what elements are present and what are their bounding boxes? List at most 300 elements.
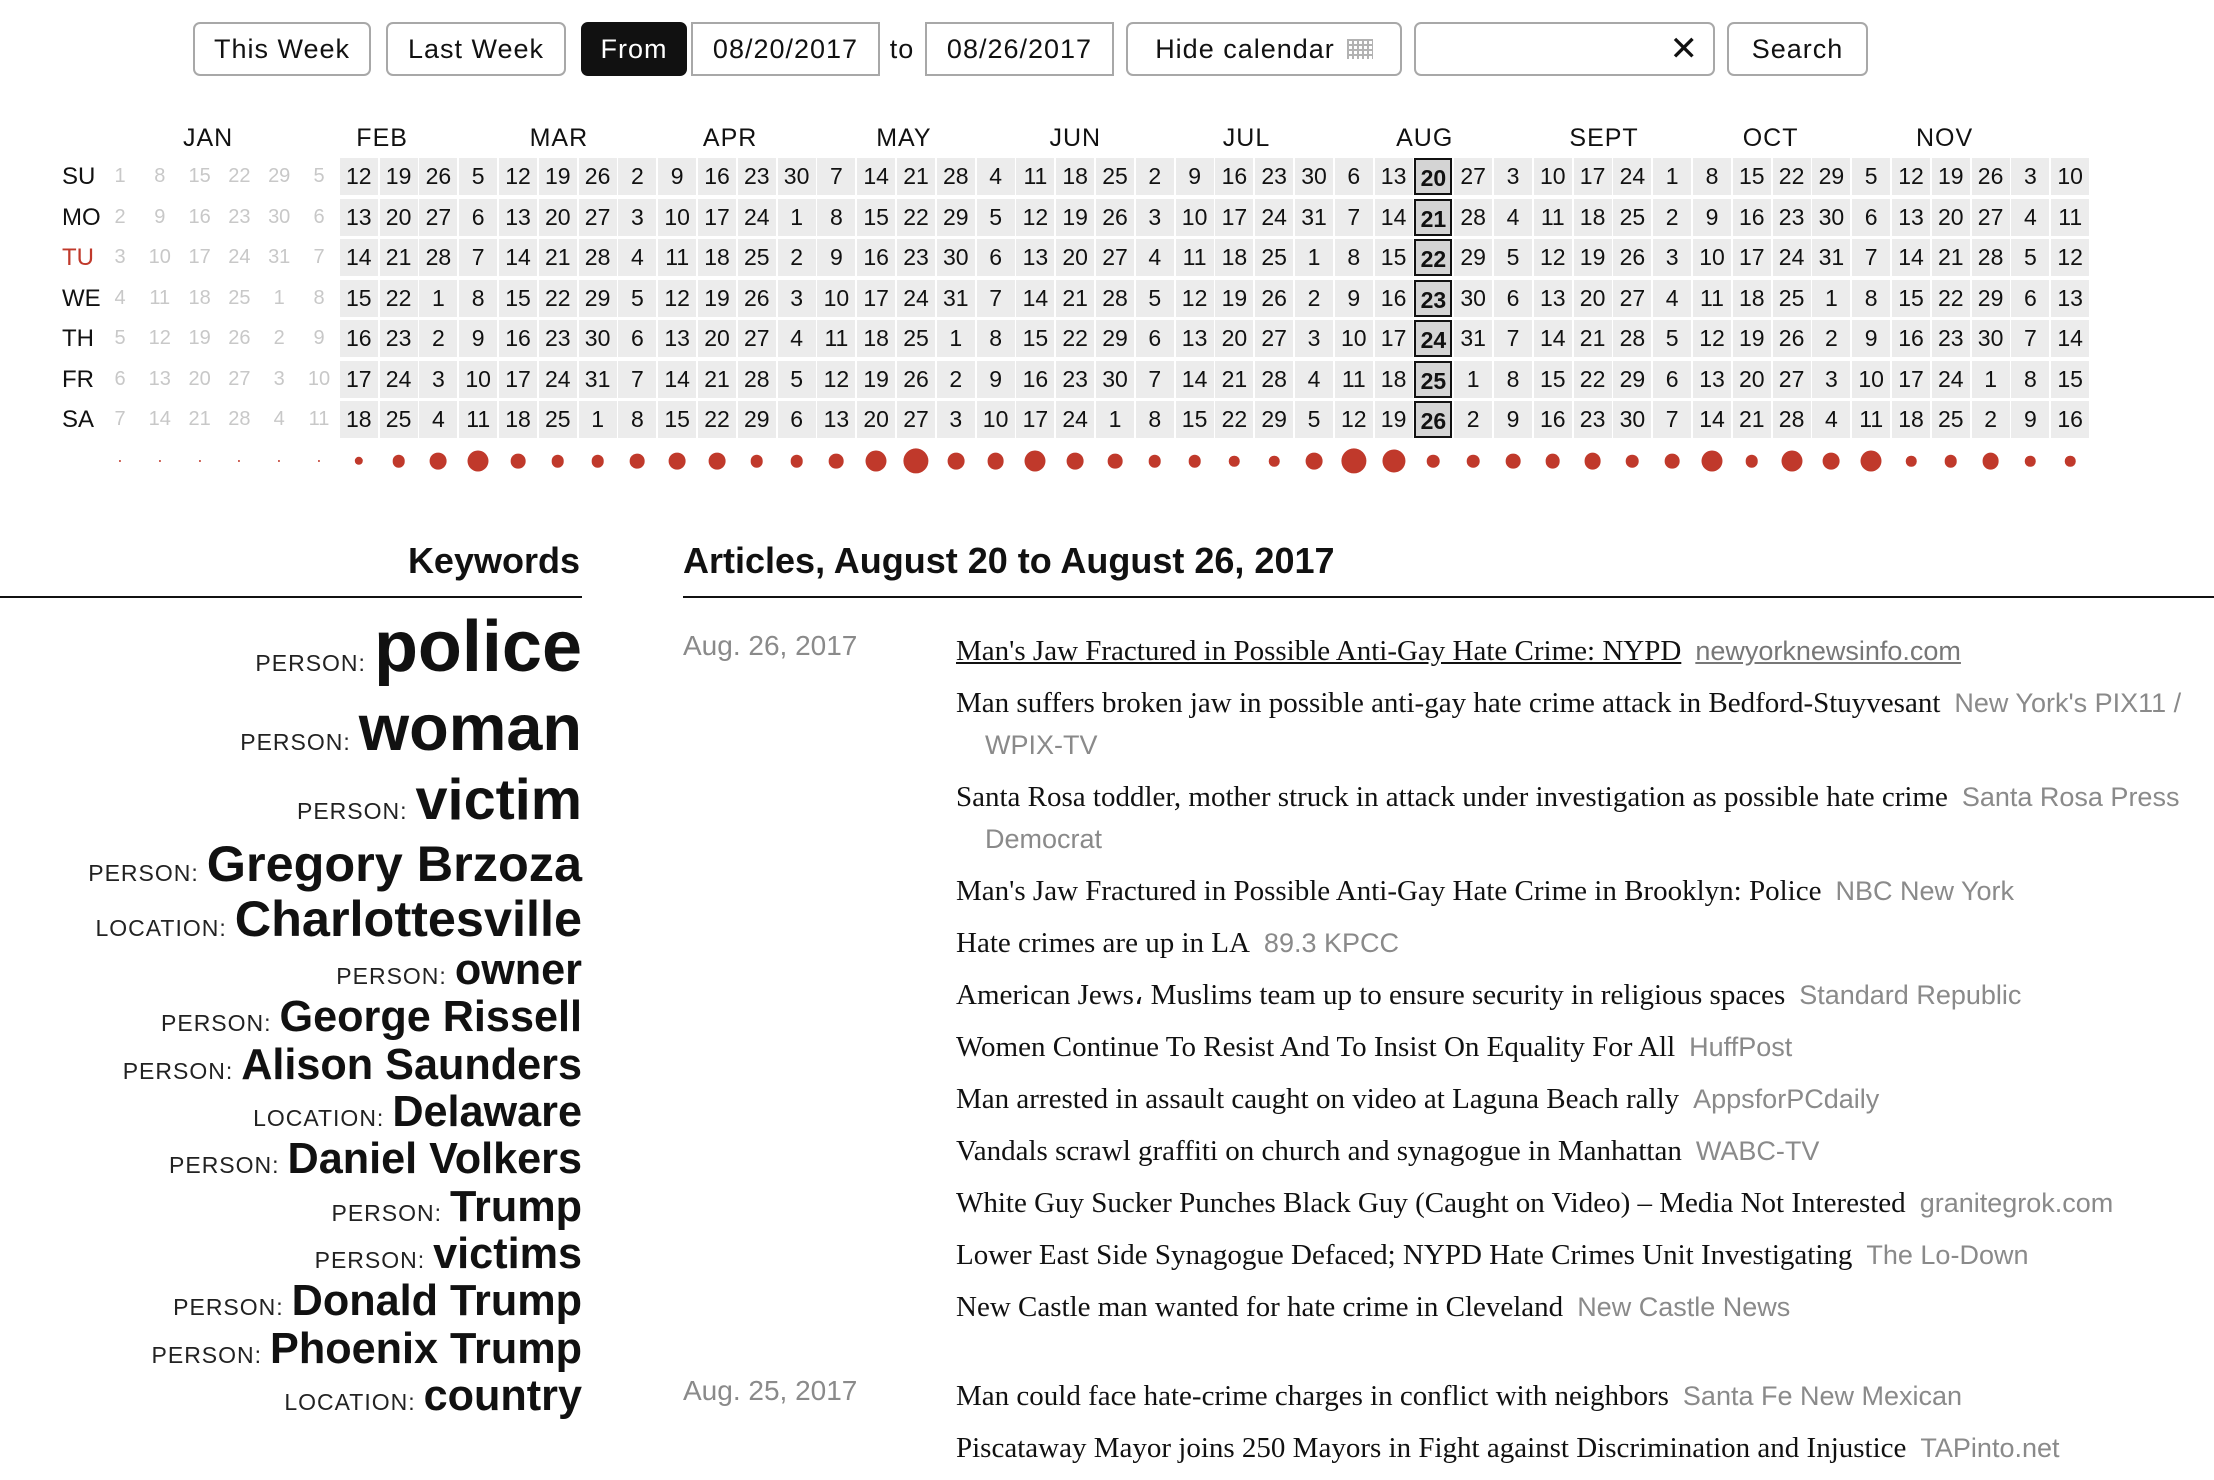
calendar-day[interactable]: 10 xyxy=(459,361,497,398)
calendar-day[interactable]: 20 xyxy=(539,199,577,236)
calendar-day[interactable]: 22 xyxy=(228,165,251,187)
calendar-day[interactable]: 28 xyxy=(937,158,975,195)
calendar-day[interactable]: 16 xyxy=(2051,401,2089,438)
calendar-day[interactable]: 24 xyxy=(1932,361,1970,398)
calendar-day[interactable]: 22 xyxy=(380,280,418,317)
calendar-day[interactable]: 17 xyxy=(499,361,537,398)
calendar-day[interactable]: 29 xyxy=(738,401,776,438)
calendar-day[interactable]: 14 xyxy=(1375,199,1413,236)
calendar-day[interactable]: 27 xyxy=(1454,158,1492,195)
calendar-day[interactable]: 7 xyxy=(2011,320,2049,357)
calendar-day[interactable]: 23 xyxy=(1932,320,1970,357)
week-volume-dot[interactable] xyxy=(1229,456,1240,467)
article-title-link[interactable]: Man's Jaw Fractured in Possible Anti-Gay Hate Crime: NYPD xyxy=(956,635,1682,667)
article-title-link[interactable]: New Castle man wanted for hate crime in Cleveland xyxy=(956,1291,1564,1323)
calendar-day[interactable]: 1 xyxy=(1653,158,1691,195)
calendar-day[interactable]: 29 xyxy=(937,199,975,236)
calendar-day[interactable]: 8 xyxy=(313,286,325,309)
calendar-day[interactable]: 23 xyxy=(380,320,418,357)
calendar-day[interactable]: 13 xyxy=(148,367,171,390)
calendar-day[interactable]: 14 xyxy=(1693,401,1731,438)
calendar-day[interactable]: 11 xyxy=(149,286,171,309)
calendar-day[interactable]: 28 xyxy=(1613,320,1651,357)
calendar-day[interactable]: 11 xyxy=(308,408,330,430)
calendar-day[interactable]: 24 xyxy=(228,246,251,268)
calendar-day[interactable]: 21 xyxy=(539,239,577,276)
calendar-day[interactable]: 5 xyxy=(1295,401,1333,438)
calendar-day[interactable]: 14 xyxy=(148,408,171,430)
week-volume-dot[interactable] xyxy=(278,460,280,462)
calendar-day[interactable]: 30 xyxy=(1812,199,1850,236)
week-volume-dot[interactable] xyxy=(1506,454,1521,469)
calendar-day[interactable]: 13 xyxy=(499,199,537,236)
calendar-day[interactable]: 21 xyxy=(1574,320,1612,357)
calendar-day[interactable]: 4 xyxy=(2011,199,2049,236)
calendar-day[interactable]: 18 xyxy=(1056,158,1094,195)
article-source[interactable]: WABC-TV xyxy=(1695,1136,1820,1166)
calendar-day[interactable]: 13 xyxy=(817,401,855,438)
calendar-day[interactable]: 2 xyxy=(778,239,816,276)
calendar-day[interactable]: 17 xyxy=(1016,401,1054,438)
calendar-day[interactable]: 22 xyxy=(1932,280,1970,317)
calendar-day[interactable]: 29 xyxy=(1255,401,1293,438)
calendar-day[interactable]: 7 xyxy=(313,246,325,268)
calendar-day[interactable]: 27 xyxy=(897,401,935,438)
calendar-day[interactable]: 7 xyxy=(1494,320,1532,357)
calendar-day[interactable]: 28 xyxy=(228,408,251,430)
week-volume-dot[interactable] xyxy=(591,455,604,468)
calendar-day[interactable]: 23 xyxy=(738,158,776,195)
calendar-day[interactable]: 15 xyxy=(1016,320,1054,357)
article-title-link[interactable]: White Guy Sucker Punches Black Guy (Caught on Video) – Media Not Interested xyxy=(956,1187,1906,1219)
calendar-day[interactable]: 26 xyxy=(1972,158,2010,195)
article-title-link[interactable]: Women Continue To Resist And To Insist On Equality For All xyxy=(956,1031,1676,1063)
calendar-day[interactable]: 15 xyxy=(1176,401,1214,438)
week-volume-dot[interactable] xyxy=(1982,453,1999,470)
article-source[interactable]: The Lo-Down xyxy=(1866,1240,2029,1270)
calendar-day[interactable]: 20 xyxy=(380,199,418,236)
search-button[interactable]: Search xyxy=(1727,22,1868,76)
week-volume-dot[interactable] xyxy=(392,455,405,468)
week-volume-dot[interactable] xyxy=(355,457,363,465)
calendar-day[interactable]: 13 xyxy=(1176,320,1214,357)
calendar-day[interactable]: 11 xyxy=(817,320,855,357)
calendar-day[interactable]: 25 xyxy=(1414,361,1452,398)
calendar-day[interactable]: 4 xyxy=(1136,239,1174,276)
keyword-item[interactable] xyxy=(0,1137,582,1182)
calendar-day[interactable]: 30 xyxy=(1295,158,1333,195)
calendar-day[interactable]: 23 xyxy=(1056,361,1094,398)
calendar-day[interactable]: 7 xyxy=(1653,401,1691,438)
calendar-day[interactable]: 30 xyxy=(268,205,291,228)
calendar-day[interactable]: 17 xyxy=(1733,239,1771,276)
calendar-day[interactable]: 9 xyxy=(977,361,1015,398)
article-source[interactable]: Santa Fe New Mexican xyxy=(1682,1381,1963,1411)
calendar-day[interactable]: 11 xyxy=(1852,401,1890,438)
calendar-day[interactable]: 22 xyxy=(539,280,577,317)
week-volume-dot[interactable] xyxy=(1149,455,1162,468)
calendar-day[interactable]: 24 xyxy=(380,361,418,398)
article-title-link[interactable]: Santa Rosa toddler, mother struck in attack under investigation as possible hate crime xyxy=(956,781,1948,813)
week-volume-dot[interactable] xyxy=(1025,451,1046,472)
calendar-day[interactable]: 28 xyxy=(1096,280,1134,317)
calendar-day[interactable]: 16 xyxy=(857,239,895,276)
calendar-day[interactable]: 28 xyxy=(1454,199,1492,236)
calendar-day[interactable]: 11 xyxy=(2051,199,2089,236)
week-volume-dot[interactable] xyxy=(630,454,645,469)
calendar-day[interactable]: 22 xyxy=(1574,361,1612,398)
keyword-item[interactable] xyxy=(0,607,582,687)
calendar-day[interactable]: 28 xyxy=(738,361,776,398)
week-volume-dot[interactable] xyxy=(468,451,489,472)
week-volume-dot[interactable] xyxy=(1702,451,1723,472)
article-title-link[interactable]: Vandals scrawl graffiti on church and synagogue in Manhattan xyxy=(956,1135,1682,1167)
calendar-day[interactable]: 30 xyxy=(937,239,975,276)
keyword-item[interactable] xyxy=(0,1182,582,1231)
calendar-day[interactable]: 10 xyxy=(2051,158,2089,195)
article-source[interactable]: NBC New York xyxy=(1835,876,2015,906)
calendar-day[interactable]: 11 xyxy=(658,239,696,276)
week-volume-dot[interactable] xyxy=(790,455,803,468)
calendar-day[interactable]: 6 xyxy=(1494,280,1532,317)
calendar-day[interactable]: 25 xyxy=(738,239,776,276)
calendar-day[interactable]: 20 xyxy=(188,367,211,390)
calendar-day[interactable]: 19 xyxy=(539,158,577,195)
calendar-day[interactable]: 15 xyxy=(1892,280,1930,317)
calendar-day[interactable]: 6 xyxy=(313,205,325,228)
article-title-link[interactable]: Man's Jaw Fractured in Possible Anti-Gay Hate Crime in Brooklyn: Police xyxy=(956,875,1822,907)
calendar-day[interactable]: 23 xyxy=(1414,280,1452,317)
calendar-day[interactable]: 14 xyxy=(857,158,895,195)
calendar-day[interactable]: 8 xyxy=(1852,280,1890,317)
calendar-day[interactable]: 16 xyxy=(1375,280,1413,317)
calendar-day[interactable]: 8 xyxy=(1693,158,1731,195)
calendar-day[interactable]: 22 xyxy=(1773,158,1811,195)
calendar-day[interactable]: 21 xyxy=(1733,401,1771,438)
calendar-day[interactable]: 13 xyxy=(1016,239,1054,276)
week-volume-dot[interactable] xyxy=(511,454,526,469)
calendar-day[interactable]: 16 xyxy=(1215,158,1253,195)
calendar-day[interactable]: 21 xyxy=(1932,239,1970,276)
calendar-day[interactable]: 11 xyxy=(1693,280,1731,317)
calendar-day[interactable]: 19 xyxy=(857,361,895,398)
calendar-day[interactable]: 20 xyxy=(698,320,736,357)
calendar-day[interactable]: 18 xyxy=(188,286,211,309)
calendar-day[interactable]: 7 xyxy=(1852,239,1890,276)
calendar-day[interactable]: 3 xyxy=(1295,320,1333,357)
calendar-day[interactable]: 5 xyxy=(1494,239,1532,276)
calendar-day[interactable]: 27 xyxy=(1096,239,1134,276)
calendar-day[interactable]: 31 xyxy=(1454,320,1492,357)
keyword-item[interactable] xyxy=(0,1040,582,1089)
calendar-day[interactable]: 11 xyxy=(459,401,497,438)
calendar-day[interactable]: 25 xyxy=(897,320,935,357)
calendar-day[interactable]: 10 xyxy=(1852,361,1890,398)
calendar-day[interactable]: 1 xyxy=(1812,280,1850,317)
calendar-day[interactable]: 2 xyxy=(1653,199,1691,236)
calendar-day[interactable]: 15 xyxy=(857,199,895,236)
calendar-day[interactable]: 28 xyxy=(1255,361,1293,398)
article-source[interactable]: granitegrok.com xyxy=(1919,1188,2114,1218)
calendar-day[interactable]: 26 xyxy=(897,361,935,398)
calendar-day[interactable]: 10 xyxy=(977,401,1015,438)
calendar-day[interactable]: 11 xyxy=(1335,361,1373,398)
calendar-day[interactable]: 8 xyxy=(459,280,497,317)
calendar-day[interactable]: 3 xyxy=(1812,361,1850,398)
calendar-day[interactable]: 4 xyxy=(1653,280,1691,317)
calendar-day[interactable]: 1 xyxy=(1972,361,2010,398)
calendar-day[interactable]: 16 xyxy=(499,320,537,357)
calendar-day[interactable]: 31 xyxy=(268,246,291,268)
calendar-day[interactable]: 15 xyxy=(1534,361,1572,398)
calendar-day[interactable]: 20 xyxy=(1932,199,1970,236)
article-source[interactable]: TAPinto.net xyxy=(1920,1433,2060,1463)
calendar-day[interactable]: 22 xyxy=(1056,320,1094,357)
calendar-day[interactable]: 1 xyxy=(937,320,975,357)
calendar-day[interactable]: 26 xyxy=(579,158,617,195)
keyword-item[interactable] xyxy=(0,690,582,764)
calendar-day[interactable]: 26 xyxy=(419,158,457,195)
close-icon[interactable]: ✕ xyxy=(1669,30,1699,68)
calendar-day[interactable]: 3 xyxy=(419,361,457,398)
calendar-day[interactable]: 3 xyxy=(618,199,656,236)
calendar-day[interactable]: 9 xyxy=(658,158,696,195)
calendar-day[interactable]: 27 xyxy=(1972,199,2010,236)
week-volume-dot[interactable] xyxy=(751,455,764,468)
calendar-day[interactable]: 30 xyxy=(1096,361,1134,398)
to-date-input[interactable]: 08/26/2017 xyxy=(925,22,1114,76)
calendar-day[interactable]: 27 xyxy=(1255,320,1293,357)
calendar-day[interactable]: 14 xyxy=(1016,280,1054,317)
article-source[interactable]: newyorknewsinfo.com xyxy=(1695,636,1961,666)
calendar-day[interactable]: 13 xyxy=(1534,280,1572,317)
calendar-day[interactable]: 10 xyxy=(1534,158,1572,195)
calendar-day[interactable]: 23 xyxy=(897,239,935,276)
calendar-day[interactable]: 1 xyxy=(1454,361,1492,398)
week-volume-dot[interactable] xyxy=(1067,453,1084,470)
calendar-day[interactable]: 6 xyxy=(1852,199,1890,236)
calendar-day[interactable]: 16 xyxy=(1016,361,1054,398)
calendar-day[interactable]: 9 xyxy=(313,327,325,349)
calendar-day[interactable]: 8 xyxy=(2011,361,2049,398)
calendar-day[interactable]: 4 xyxy=(618,239,656,276)
calendar-day[interactable]: 15 xyxy=(188,165,211,187)
article-title-link[interactable]: Man could face hate-crime charges in conflict with neighbors xyxy=(956,1380,1669,1412)
calendar-day[interactable]: 16 xyxy=(1733,199,1771,236)
week-volume-dot[interactable] xyxy=(1626,455,1639,468)
calendar-day[interactable]: 5 xyxy=(977,199,1015,236)
calendar-day[interactable]: 9 xyxy=(2011,401,2049,438)
calendar-day[interactable]: 1 xyxy=(579,401,617,438)
calendar-day[interactable]: 24 xyxy=(1773,239,1811,276)
calendar-day[interactable]: 14 xyxy=(658,361,696,398)
calendar-day[interactable]: 23 xyxy=(539,320,577,357)
calendar-day[interactable]: 1 xyxy=(273,286,285,309)
calendar-day[interactable]: 23 xyxy=(1773,199,1811,236)
calendar-day[interactable]: 3 xyxy=(937,401,975,438)
calendar-day[interactable]: 25 xyxy=(1255,239,1293,276)
week-volume-dot[interactable] xyxy=(1341,448,1366,473)
calendar-day[interactable]: 6 xyxy=(459,199,497,236)
week-volume-dot[interactable] xyxy=(318,460,320,462)
calendar-day[interactable]: 11 xyxy=(1176,239,1214,276)
week-volume-dot[interactable] xyxy=(987,453,1004,470)
calendar-day[interactable]: 12 xyxy=(1693,320,1731,357)
keyword-item[interactable] xyxy=(0,890,582,948)
calendar-day[interactable]: 2 xyxy=(937,361,975,398)
search-input[interactable] xyxy=(1414,22,1715,76)
calendar-day[interactable]: 8 xyxy=(1335,239,1373,276)
calendar-day[interactable]: 25 xyxy=(380,401,418,438)
calendar-day[interactable]: 18 xyxy=(1733,280,1771,317)
calendar-day[interactable]: 26 xyxy=(1773,320,1811,357)
calendar-day[interactable]: 15 xyxy=(658,401,696,438)
calendar-day[interactable]: 16 xyxy=(188,205,211,228)
calendar-day[interactable]: 18 xyxy=(857,320,895,357)
calendar-day[interactable]: 5 xyxy=(1136,280,1174,317)
calendar-day[interactable]: 7 xyxy=(1335,199,1373,236)
calendar-day[interactable]: 13 xyxy=(1693,361,1731,398)
calendar-day[interactable]: 27 xyxy=(419,199,457,236)
calendar-day[interactable]: 8 xyxy=(1494,361,1532,398)
last-week-button[interactable]: Last Week xyxy=(386,22,566,76)
calendar-day[interactable]: 27 xyxy=(228,367,251,390)
calendar-day[interactable]: 14 xyxy=(1176,361,1214,398)
calendar-day[interactable]: 18 xyxy=(499,401,537,438)
calendar-day[interactable]: 26 xyxy=(738,280,776,317)
calendar-day[interactable]: 14 xyxy=(2051,320,2089,357)
keyword-item[interactable] xyxy=(0,1232,582,1277)
calendar-day[interactable]: 4 xyxy=(273,408,285,430)
week-volume-dot[interactable] xyxy=(1269,456,1280,467)
calendar-day[interactable]: 12 xyxy=(340,158,378,195)
calendar-day[interactable]: 3 xyxy=(273,367,285,390)
calendar-day[interactable]: 13 xyxy=(1892,199,1930,236)
calendar-day[interactable]: 6 xyxy=(2011,280,2049,317)
calendar-day[interactable]: 30 xyxy=(778,158,816,195)
calendar-day[interactable]: 2 xyxy=(1136,158,1174,195)
calendar-day[interactable]: 12 xyxy=(658,280,696,317)
calendar-day[interactable]: 30 xyxy=(579,320,617,357)
calendar-day[interactable]: 4 xyxy=(1295,361,1333,398)
calendar-day[interactable]: 17 xyxy=(1892,361,1930,398)
calendar-day[interactable]: 9 xyxy=(817,239,855,276)
calendar-day[interactable]: 9 xyxy=(459,320,497,357)
calendar-day[interactable]: 31 xyxy=(1812,239,1850,276)
calendar-day[interactable]: 8 xyxy=(977,320,1015,357)
calendar-day[interactable]: 28 xyxy=(419,239,457,276)
calendar-day[interactable]: 19 xyxy=(1056,199,1094,236)
calendar-day[interactable]: 18 xyxy=(1892,401,1930,438)
calendar-day[interactable]: 6 xyxy=(1335,158,1373,195)
calendar-day[interactable]: 31 xyxy=(579,361,617,398)
calendar-day[interactable]: 10 xyxy=(1176,199,1214,236)
calendar-day[interactable]: 8 xyxy=(154,165,166,187)
calendar-day[interactable]: 11 xyxy=(1534,199,1572,236)
calendar-day[interactable]: 19 xyxy=(188,327,211,349)
calendar-day[interactable]: 29 xyxy=(268,165,291,187)
calendar-day[interactable]: 29 xyxy=(1972,280,2010,317)
calendar-day[interactable]: 19 xyxy=(1932,158,1970,195)
calendar-day[interactable]: 19 xyxy=(698,280,736,317)
calendar-day[interactable]: 7 xyxy=(817,158,855,195)
calendar-day[interactable]: 3 xyxy=(1653,239,1691,276)
calendar-day[interactable]: 24 xyxy=(1056,401,1094,438)
calendar-day[interactable]: 24 xyxy=(539,361,577,398)
calendar-day[interactable]: 4 xyxy=(419,401,457,438)
calendar-day[interactable]: 18 xyxy=(1574,199,1612,236)
calendar-day[interactable]: 14 xyxy=(340,239,378,276)
week-volume-dot[interactable] xyxy=(1781,451,1802,472)
week-volume-dot[interactable] xyxy=(1427,455,1440,468)
week-volume-dot[interactable] xyxy=(709,453,726,470)
calendar-day[interactable]: 5 xyxy=(1852,158,1890,195)
keyword-item[interactable] xyxy=(0,1374,582,1419)
calendar-day[interactable]: 7 xyxy=(977,280,1015,317)
calendar-day[interactable]: 9 xyxy=(154,205,166,228)
calendar-day[interactable]: 28 xyxy=(1972,239,2010,276)
calendar-day[interactable]: 23 xyxy=(1574,401,1612,438)
calendar-day[interactable]: 7 xyxy=(1136,361,1174,398)
calendar-day[interactable]: 25 xyxy=(1096,158,1134,195)
calendar-day[interactable]: 12 xyxy=(2051,239,2089,276)
calendar-day[interactable]: 21 xyxy=(1056,280,1094,317)
calendar-day[interactable]: 17 xyxy=(1215,199,1253,236)
calendar-day[interactable]: 17 xyxy=(188,246,211,268)
calendar-day[interactable]: 3 xyxy=(2011,158,2049,195)
calendar-day[interactable]: 30 xyxy=(1613,401,1651,438)
calendar-day[interactable]: 24 xyxy=(1255,199,1293,236)
calendar-day[interactable]: 14 xyxy=(1534,320,1572,357)
keyword-item[interactable] xyxy=(0,1090,582,1135)
week-volume-dot[interactable] xyxy=(1467,455,1480,468)
calendar-day[interactable]: 3 xyxy=(1136,199,1174,236)
calendar-day[interactable]: 20 xyxy=(1733,361,1771,398)
calendar-day[interactable]: 25 xyxy=(228,286,251,309)
week-volume-dot[interactable] xyxy=(1746,455,1759,468)
calendar-day[interactable]: 25 xyxy=(539,401,577,438)
calendar-day[interactable]: 26 xyxy=(1414,401,1452,438)
calendar-day[interactable]: 7 xyxy=(618,361,656,398)
calendar-day[interactable]: 31 xyxy=(937,280,975,317)
calendar-day[interactable]: 5 xyxy=(459,158,497,195)
calendar-day[interactable]: 8 xyxy=(618,401,656,438)
article-title-link[interactable]: Lower East Side Synagogue Defaced; NYPD Hate Crimes Unit Investigating xyxy=(956,1239,1853,1271)
calendar-day[interactable]: 9 xyxy=(1693,199,1731,236)
article-source[interactable]: New York's PIX11 / WPIX-TV xyxy=(985,688,2182,760)
calendar-day[interactable]: 6 xyxy=(1136,320,1174,357)
calendar-day[interactable]: 15 xyxy=(2051,361,2089,398)
article-source[interactable]: AppsforPCdaily xyxy=(1693,1084,1880,1114)
calendar-day[interactable]: 5 xyxy=(778,361,816,398)
week-volume-dot[interactable] xyxy=(119,460,121,462)
from-date-input[interactable]: 08/20/2017 xyxy=(691,22,880,76)
calendar-day[interactable]: 28 xyxy=(579,239,617,276)
calendar-day[interactable]: 6 xyxy=(778,401,816,438)
calendar-day[interactable]: 22 xyxy=(897,199,935,236)
calendar-day[interactable]: 15 xyxy=(340,280,378,317)
calendar-day[interactable]: 25 xyxy=(1613,199,1651,236)
calendar-day[interactable]: 26 xyxy=(228,327,251,349)
calendar-day[interactable]: 24 xyxy=(1613,158,1651,195)
calendar-day[interactable]: 25 xyxy=(1773,280,1811,317)
from-button[interactable]: From xyxy=(581,22,687,76)
calendar-day[interactable]: 2 xyxy=(114,205,126,228)
calendar-day[interactable]: 18 xyxy=(698,239,736,276)
calendar-day[interactable]: 17 xyxy=(1574,158,1612,195)
calendar-day[interactable]: 29 xyxy=(1096,320,1134,357)
calendar-day[interactable]: 21 xyxy=(897,158,935,195)
